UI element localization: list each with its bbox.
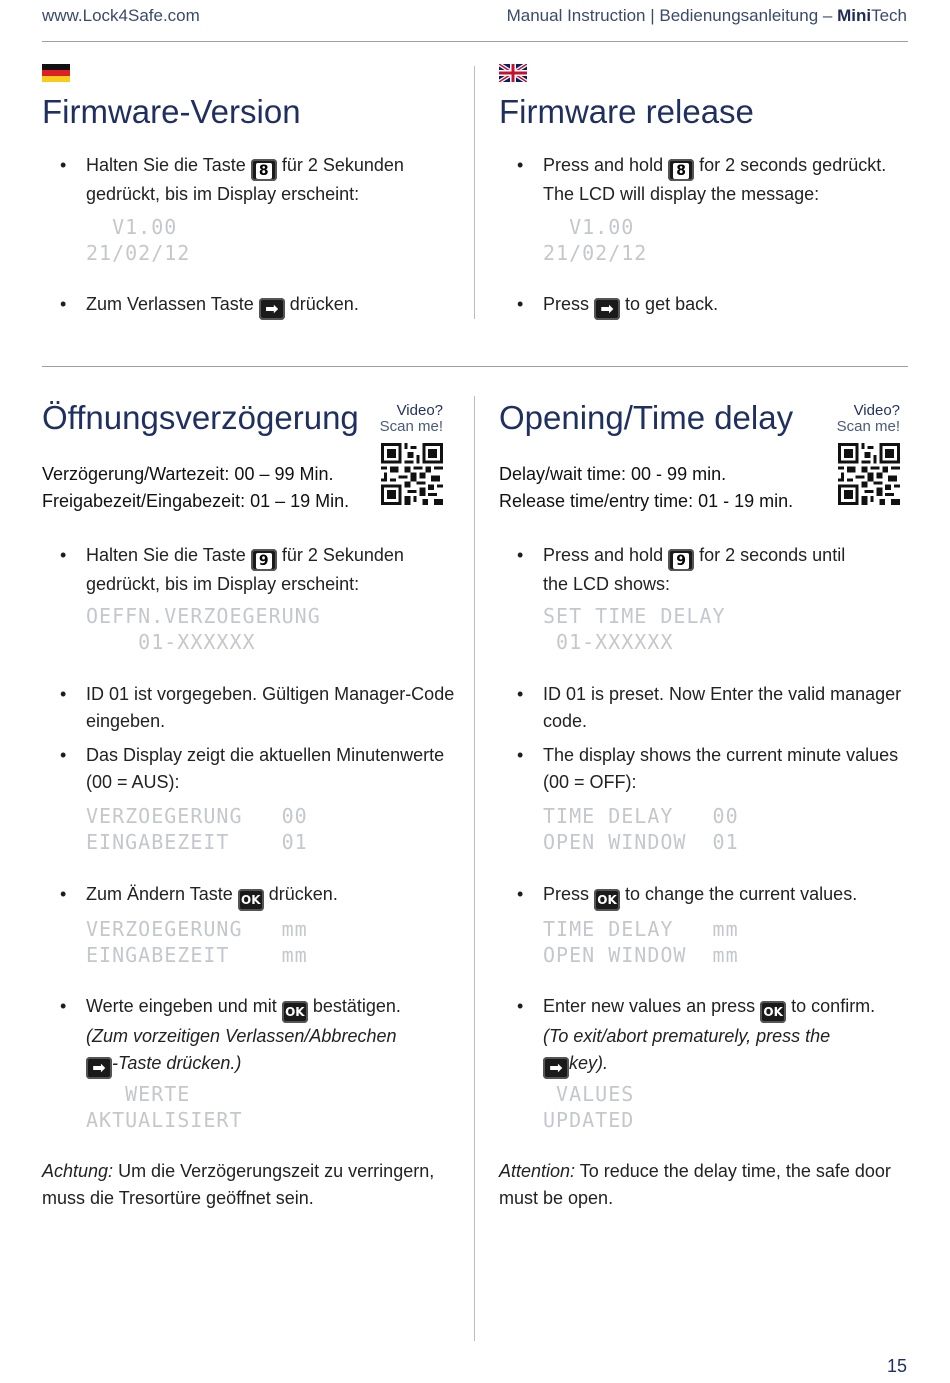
german-flag-icon bbox=[42, 64, 70, 82]
delay-step4-de: Zum Ändern Taste OK drücken. bbox=[86, 881, 338, 911]
delay-step2-de: ID 01 ist vorgegeben. Gültigen Manager-Code eingeben. bbox=[86, 684, 455, 731]
lcd-firmware-de: V1.00 21/02/12 bbox=[86, 215, 191, 265]
qr-code-icon[interactable] bbox=[838, 443, 900, 505]
lcd-delay-a-de: OEFFN.VERZOEGERUNG 01-XXXXXX bbox=[86, 604, 321, 654]
page-number: 15 bbox=[886, 1356, 907, 1376]
lcd-delay-d-en: VALUES UPDATED bbox=[543, 1082, 635, 1132]
delay-step5-de: Werte eingeben und mit OK bestätigen. (Zum vorzeitigen Verlassen/Abbrechen ➡ -Taste drücken.) bbox=[86, 996, 401, 1077]
website-url: www.Lock4Safe.com bbox=[42, 6, 200, 25]
delay-step1-de: Halten Sie die Taste 9 für 2 Sekunden gedrückt, bis im Display erscheint: bbox=[86, 545, 404, 594]
delay-step1-en: Press and hold 9 for 2 seconds until the LCD shows: bbox=[543, 545, 846, 594]
delay-info-de: Verzögerung/Wartezeit: 00 – 99 Min. Freigabezeit/Eingabezeit: 01 – 19 Min. bbox=[42, 464, 350, 511]
key-8-icon: 8 bbox=[251, 159, 277, 181]
key-9-icon: 9 bbox=[668, 549, 694, 571]
video-hint-en: Video? Scan me! bbox=[836, 402, 900, 435]
firmware-step1-en: Press and hold 8 for 2 seconds gedrückt. The LCD will display the message: bbox=[543, 155, 887, 204]
lcd-firmware-en: V1.00 21/02/12 bbox=[543, 215, 648, 265]
manual-title: Manual Instruction | Bedienungsanleitung – MiniTech bbox=[506, 6, 907, 25]
ok-key-icon: OK bbox=[238, 889, 264, 911]
delay-title-de: Öffnungsverzögerung bbox=[42, 399, 359, 436]
section-divider bbox=[42, 366, 908, 367]
uk-flag-icon bbox=[499, 64, 527, 82]
lcd-delay-b-de: VERZOEGERUNG 00 EINGABEZEIT 01 bbox=[86, 804, 308, 854]
firmware-title-en: Firmware release bbox=[499, 93, 754, 130]
firmware-title-de: Firmware-Version bbox=[42, 93, 301, 130]
ok-key-icon: OK bbox=[594, 889, 620, 911]
firmware-step2-en: Press ➡ to get back. bbox=[543, 294, 719, 318]
arrow-right-key-icon: ➡ bbox=[543, 1057, 569, 1079]
lcd-delay-c-de: VERZOEGERUNG mm EINGABEZEIT mm bbox=[86, 917, 308, 967]
ok-key-icon: OK bbox=[760, 1001, 786, 1023]
column-divider-top bbox=[474, 66, 475, 319]
ok-key-icon: OK bbox=[282, 1001, 308, 1023]
delay-step3-de: Das Display zeigt die aktuellen Minutenwerte (00 = AUS): bbox=[86, 745, 445, 792]
arrow-right-key-icon: ➡ bbox=[594, 298, 620, 320]
delay-step2-en: ID 01 is preset. Now Enter the valid manager code. bbox=[543, 684, 902, 731]
firmware-step2-de: Zum Verlassen Taste ➡ drücken. bbox=[86, 294, 359, 318]
attention-en: Attention: To reduce the delay time, the safe door must be open. bbox=[499, 1161, 891, 1208]
lcd-delay-a-en: SET TIME DELAY 01-XXXXXX bbox=[543, 604, 726, 654]
delay-title-en: Opening/Time delay bbox=[499, 399, 794, 436]
key-9-icon: 9 bbox=[251, 549, 277, 571]
delay-step4-en: Press OK to change the current values. bbox=[543, 881, 857, 911]
delay-info-en: Delay/wait time: 00 - 99 min. Release time/entry time: 01 - 19 min. bbox=[499, 464, 794, 511]
qr-code-icon[interactable] bbox=[381, 443, 443, 505]
lcd-delay-b-en: TIME DELAY 00 OPEN WINDOW 01 bbox=[543, 804, 739, 854]
arrow-right-key-icon: ➡ bbox=[86, 1057, 112, 1079]
delay-step3-en: The display shows the current minute values (00 = OFF): bbox=[543, 745, 899, 792]
header-divider bbox=[42, 41, 908, 42]
arrow-right-key-icon: ➡ bbox=[259, 298, 285, 320]
video-hint-de: Video? Scan me! bbox=[379, 402, 443, 435]
delay-step5-en: Enter new values an press OK to confirm. (To exit/abort prematurely, press the ➡ key). bbox=[543, 996, 876, 1077]
attention-de: Achtung: Um die Verzögerungszeit zu verringern, muss die Tresortüre geöffnet sein. bbox=[42, 1161, 435, 1208]
firmware-step1-de: Halten Sie die Taste 8 für 2 Sekunden gedrückt, bis im Display erscheint: bbox=[86, 155, 404, 204]
lcd-delay-c-en: TIME DELAY mm OPEN WINDOW mm bbox=[543, 917, 739, 967]
lcd-delay-d-de: WERTE AKTUALISIERT bbox=[86, 1082, 243, 1132]
column-divider-bottom bbox=[474, 396, 475, 1341]
key-8-icon: 8 bbox=[668, 159, 694, 181]
